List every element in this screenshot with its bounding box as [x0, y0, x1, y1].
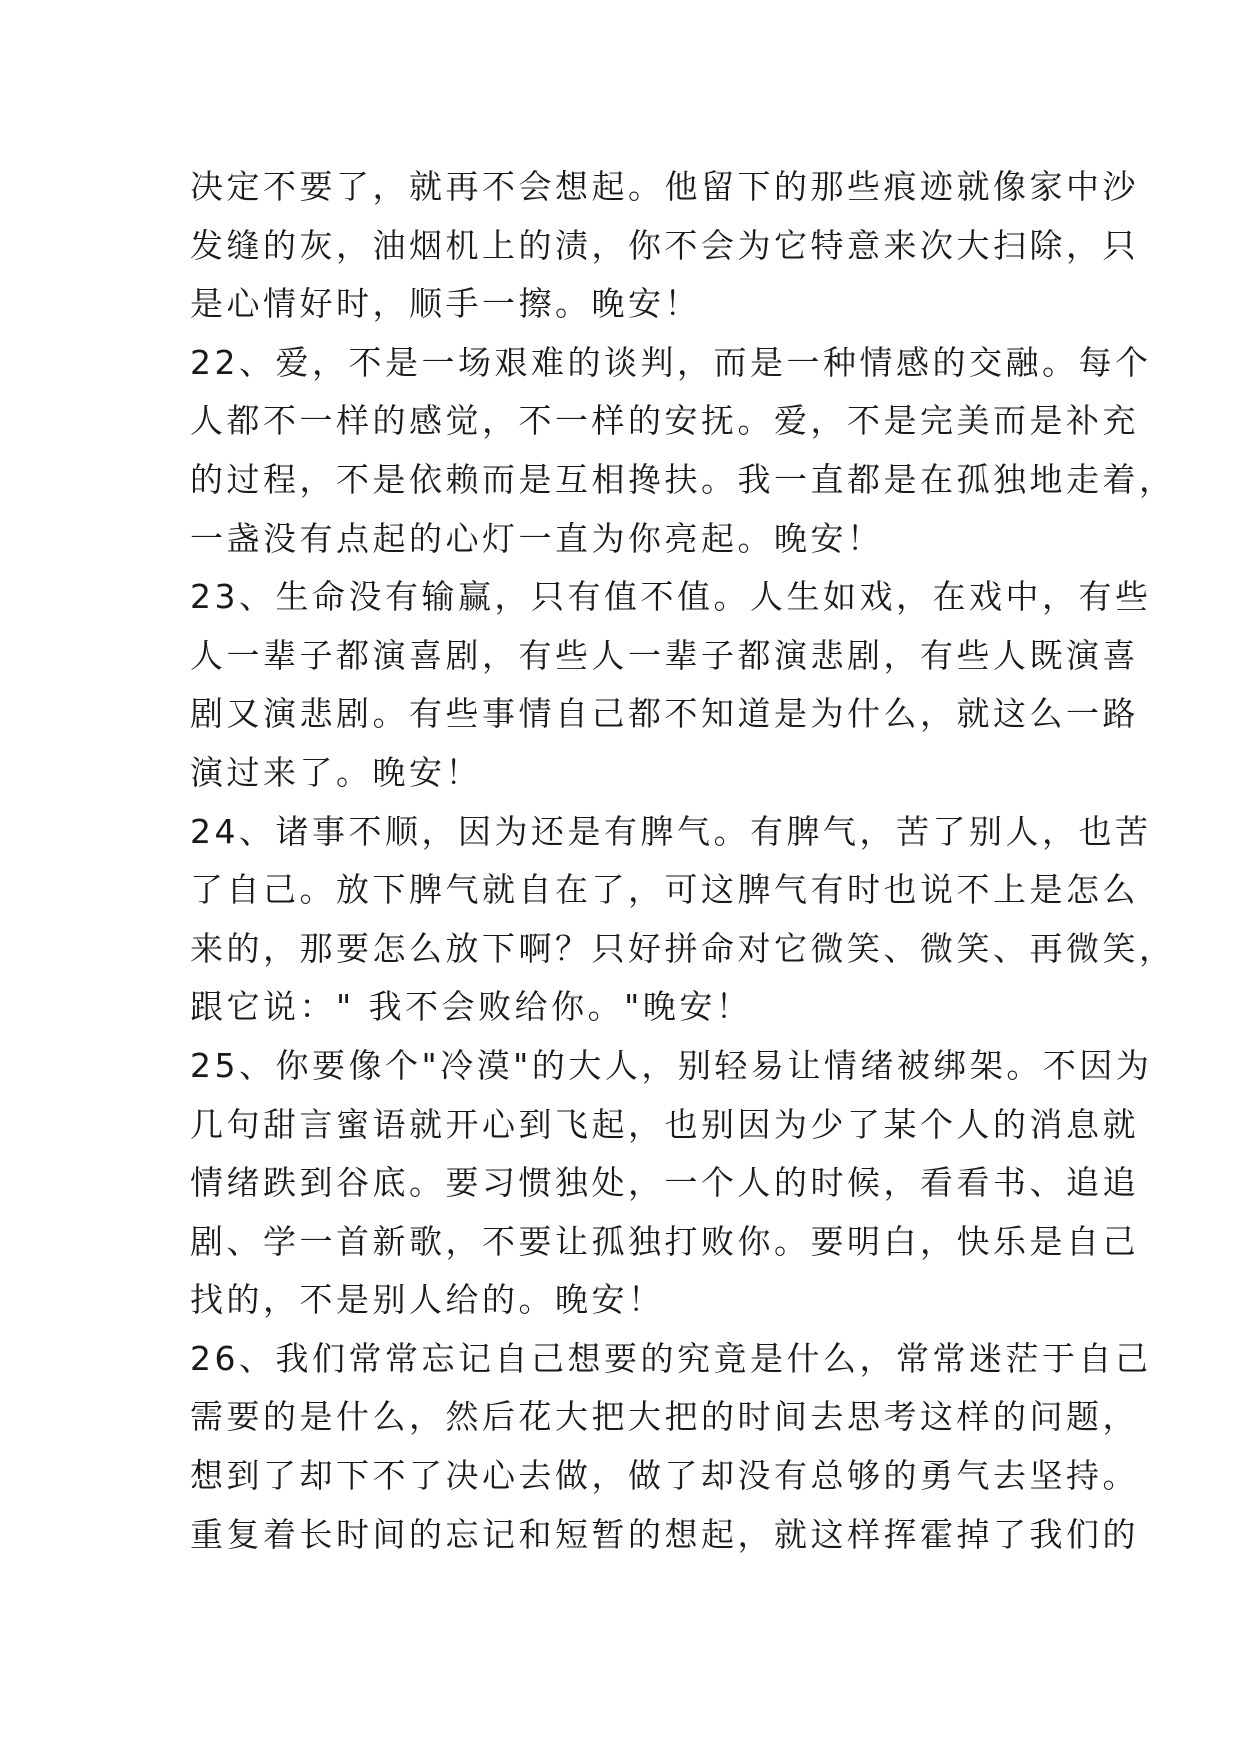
text-line: 26、我们常常忘记自己想要的究竟是什么，常常迷茫于自己 [190, 1338, 1152, 1378]
text-line: 找的，不是别人给的。晚安！ [190, 1280, 665, 1320]
text-line: 演过来了。晚安！ [190, 752, 482, 792]
text-line: 发缝的灰，油烟机上的渍，你不会为它特意来次大扫除，只 [190, 225, 1139, 265]
text-line: 剧、学一首新歌，不要让孤独打败你。要明白，快乐是自己 [190, 1221, 1139, 1261]
text-line: 情绪跌到谷底。要习惯独处，一个人的时候，看看书、追追 [190, 1163, 1139, 1203]
text-line: 了自己。放下脾气就自在了，可这脾气有时也说不上是怎么 [190, 870, 1139, 910]
text-line: 24、诸事不顺，因为还是有脾气。有脾气，苦了别人，也苦 [190, 811, 1152, 851]
text-line: 决定不要了，就再不会想起。他留下的那些痕迹就像家中沙 [190, 167, 1139, 206]
text-line: 需要的是什么，然后花大把大把的时间去思考这样的问题， [190, 1397, 1139, 1437]
text-line: 重复着长时间的忘记和短暂的想起，就这样挥霍掉了我们的 [190, 1514, 1139, 1554]
text-line: 23、生命没有输赢，只有值不值。人生如戏，在戏中，有些 [190, 577, 1152, 617]
text-line: 剧又演悲剧。有些事情自己都不知道是为什么，就这么一路 [190, 694, 1139, 734]
text-line: 想到了却下不了决心去做，做了却没有总够的勇气去坚持。 [190, 1456, 1139, 1496]
text-line: 25、你要像个"冷漠"的大人，别轻易让情绪被绑架。不因为 [190, 1045, 1153, 1085]
text-line: 人一辈子都演喜剧，有些人一辈子都演悲剧，有些人既演喜 [190, 635, 1139, 675]
text-line: 22、爱，不是一场艰难的谈判，而是一种情感的交融。每个 [190, 342, 1152, 382]
text-line: 跟它说：" 我不会败给你。"晚安！ [190, 987, 753, 1027]
text-line: 的过程，不是依赖而是互相搀扶。我一直都是在孤独地走着， [190, 459, 1176, 499]
body-text [190, 158, 1176, 1564]
text-line: 一盏没有点起的心灯一直为你亮起。晚安！ [190, 518, 884, 558]
text-line: 是心情好时，顺手一擦。晚安！ [190, 284, 701, 324]
text-line: 来的，那要怎么放下啊？只好拼命对它微笑、微笑、再微笑， [190, 928, 1176, 968]
text-line: 几句甜言蜜语就开心到飞起，也别因为少了某个人的消息就 [190, 1104, 1139, 1144]
text-line: 人都不一样的感觉，不一样的安抚。爱，不是完美而是补充 [190, 401, 1139, 441]
